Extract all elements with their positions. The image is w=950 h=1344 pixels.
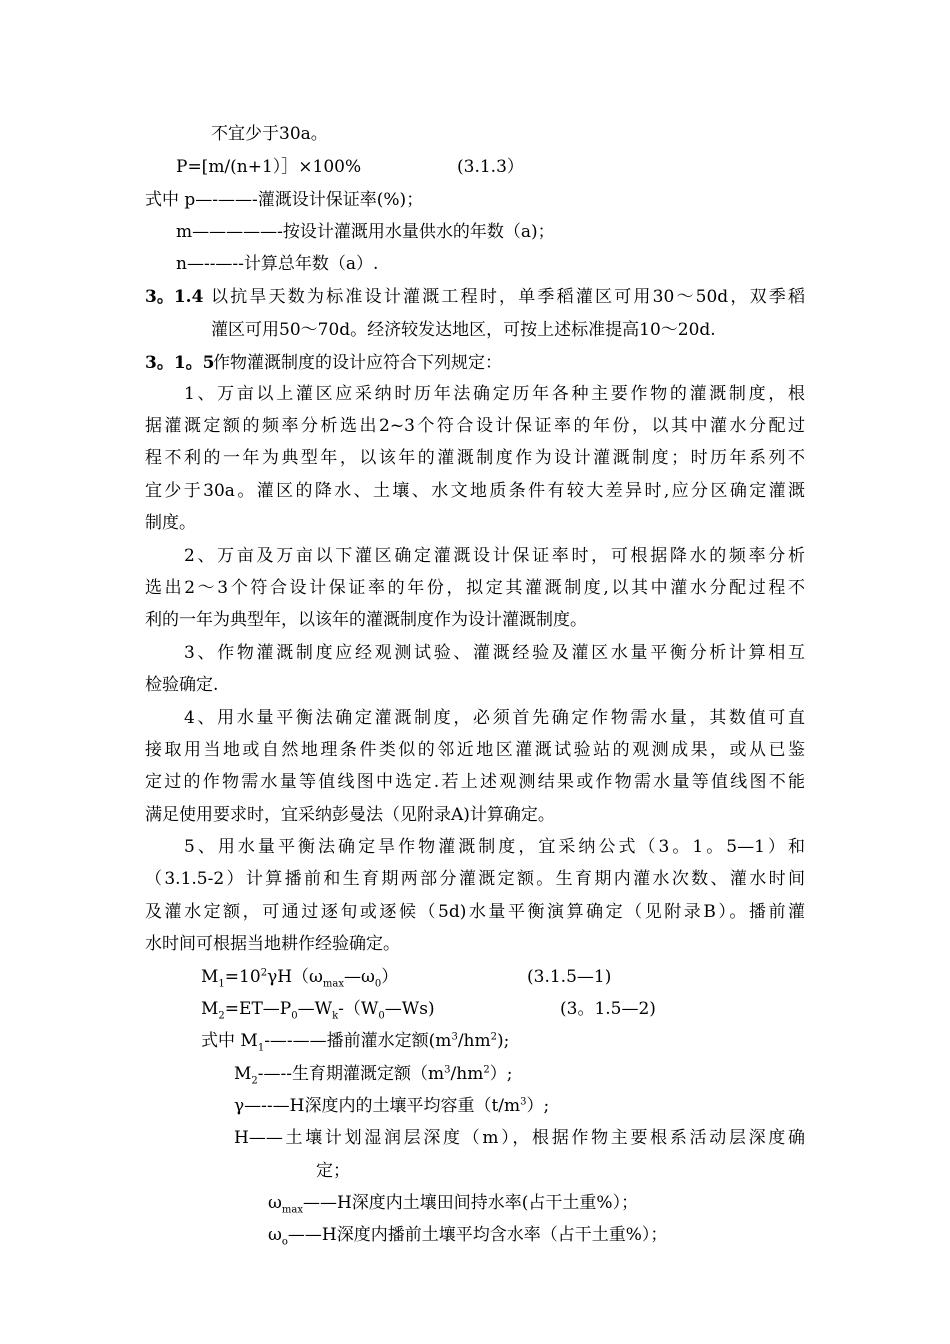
definition-line: $\omega_{max}——H$深度内土壤田间持水率(占干土重%）；: [268, 1193, 639, 1216]
paragraph-line: 程不利的一年为典型年，以该年的灌溉制度作为设计灌溉制度；时历年系列不: [145, 448, 805, 468]
formula-3151: $M_1=10^2\gamma H(\omega_{max}—\omega_0)$: [201, 967, 399, 990]
paragraph-line: 宜少于30a。灌区的降水、土壤、水文地质条件有较大差异时,应分区确定灌溉: [145, 481, 805, 501]
clause-text: 灌区可用50～70d。经济较发达地区，可按上述标准提高10～20d.: [211, 320, 716, 340]
clause-number: 3。1.4: [145, 287, 204, 307]
paragraph-line: 1、万亩以上灌区应采纳时历年法确定历年各种主要作物的灌溉制度，根: [184, 384, 805, 404]
paragraph-line: 满足使用要求时，宜采纳彭曼法（见附录A)计算确定。: [145, 805, 555, 825]
formula-number: (3.1.3）: [457, 157, 524, 177]
paragraph-line: 接取用当地或自然地理条件类似的邻近地区灌溉试验站的观测成果，或从已鉴: [145, 740, 805, 760]
definition-line: H——土壤计划湿润层深度（m），根据作物主要根系活动层深度确: [234, 1128, 805, 1148]
formula-number: (3。1.5—2): [560, 999, 656, 1019]
paragraph-line: 定过的作物需水量等值线图中选定.若上述观测结果或作物需水量等值线图不能: [145, 772, 805, 792]
paragraph-line: 5、用水量平衡法确定旱作物灌溉制度，宜采纳公式（3。1。5—1）和: [184, 837, 805, 857]
formula-313: P=[m/(n+1）］×100%: [176, 157, 362, 177]
definition-line: 式中 p—-——-灌溉设计保证率(%)；: [145, 190, 424, 210]
formula-3152: $M_2=ET—P_0—W_k-(W_0—Ws)$: [201, 999, 435, 1022]
paragraph-line: 检验确定.: [145, 675, 219, 695]
clause-text: 作物灌溉制度的设计应符合下列规定：: [213, 353, 502, 373]
definition-line: m—————-按设计灌溉用水量供水的年数（a)；: [176, 222, 555, 242]
formula-number: (3.1.5—1): [527, 967, 612, 987]
paragraph-line: 水时间可根据当地耕作经验确定。: [145, 934, 400, 954]
text-line: 不宜少于30a。: [211, 124, 328, 144]
paragraph-line: 据灌溉定额的频率分析选出2~3个符合设计保证率的年份，以其中灌水分配过: [145, 416, 805, 436]
definition-line: $M_2-—--$生育期灌溉定额$(m^3/hm^2)$;: [234, 1064, 513, 1087]
paragraph-line: 选出2～3个符合设计保证率的年份，拟定其灌溉制度,以其中灌水分配过程不: [145, 578, 805, 598]
definition-line: n—--—--计算总年数（a）.: [176, 254, 379, 274]
definition-line: γ—--—H深度内的土壤平均容重$(t/m^3)$;: [234, 1096, 550, 1116]
paragraph-line: 及灌水定额，可通过逐旬或逐候（5d)水量平衡演算确定（见附录B）。播前灌: [145, 902, 805, 922]
paragraph-line: （3.1.5-2）计算播前和生育期两部分灌溉定额。生育期内灌水次数、灌水时间: [145, 869, 805, 889]
paragraph-line: 3、作物灌溉制度应经观测试验、灌溉经验及灌区水量平衡分析计算相互: [184, 643, 805, 663]
definition-line: 式中 $M_1-—-——$播前灌水定额$(m^3/hm^2)$;: [201, 1031, 510, 1054]
clause-number: 3。1。5: [145, 353, 215, 373]
definition-line: 定；: [316, 1161, 350, 1181]
paragraph-line: 利的一年为典型年，以该年的灌溉制度作为设计灌溉制度。: [145, 610, 587, 630]
paragraph-line: 4、用水量平衡法确定灌溉制度，必须首先确定作物需水量，其数值可直: [184, 708, 805, 728]
paragraph-line: 制度。: [145, 513, 196, 533]
clause-text: 以抗旱天数为标准设计灌溉工程时，单季稻灌区可用30～50d，双季稻: [211, 287, 805, 307]
definition-line: $\omega_o——H$深度内播前土壤平均含水率（占干土重%）；: [268, 1225, 668, 1248]
paragraph-line: 2、万亩及万亩以下灌区确定灌溉设计保证率时，可根据降水的频率分析: [184, 546, 805, 566]
